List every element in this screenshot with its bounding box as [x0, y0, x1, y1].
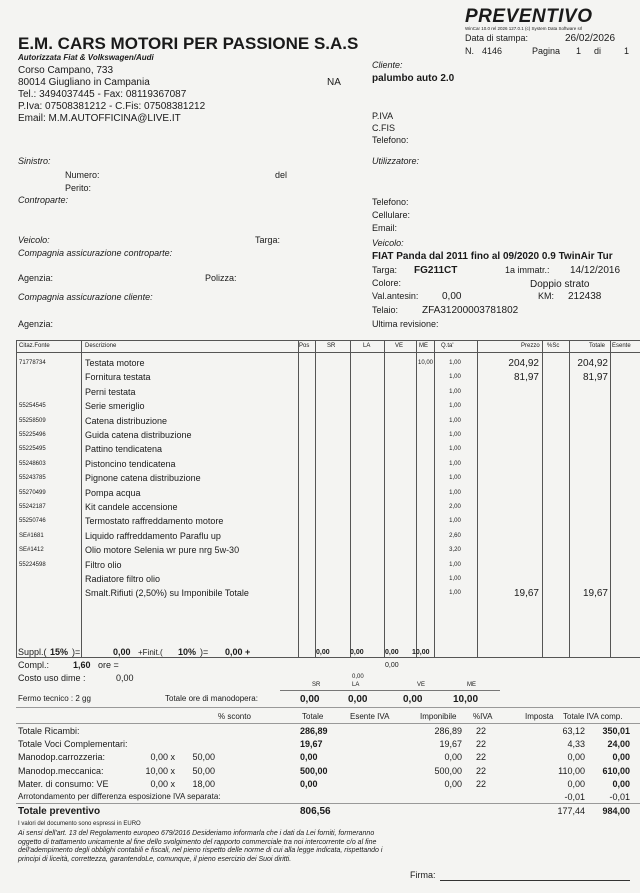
utilizzatore-label: Utilizzatore:	[372, 156, 420, 166]
print-date-label: Data di stampa:	[465, 33, 529, 43]
summary-vat-rate: 22	[476, 778, 487, 789]
col-header-sr: SR	[327, 343, 336, 349]
sinistro-label: Sinistro:	[18, 156, 51, 166]
hours-la: 0,00	[348, 694, 368, 705]
company-province: NA	[327, 77, 341, 88]
page-label: Pagina	[532, 46, 561, 56]
arrot-total: -0,01	[609, 792, 630, 802]
veicolo-left-label: Veicolo:	[18, 235, 50, 245]
immatr-label: 1a immatr.:	[505, 265, 550, 275]
item-qty: 3,20	[449, 547, 461, 554]
summary-total: 286,89	[300, 726, 328, 736]
item-description: Pignone catena distribuzione	[85, 473, 201, 484]
item-qty: 1,00	[449, 432, 461, 438]
summary-total: 0,00	[300, 778, 318, 789]
company-name: E.M. CARS MOTORI PER PASSIONE S.A.S	[18, 34, 359, 53]
item-qty: 1,00	[449, 388, 461, 395]
item-code: 55224598	[19, 561, 46, 568]
item-me: 10,00	[417, 360, 433, 366]
summary-header-exempt: Esente IVA	[350, 712, 390, 721]
summary-header-total: Totale	[302, 712, 324, 721]
col-header-qty: Q.ta'	[441, 343, 454, 349]
utilizzatore-email-label: Email:	[372, 223, 398, 233]
page-value: 1	[576, 46, 582, 56]
hours-la-header: LA	[352, 682, 360, 688]
item-qty: 2,00	[449, 504, 461, 510]
summary-taxable: 0,00	[444, 752, 462, 763]
table-row	[16, 458, 640, 471]
veicolo-label: Veicolo:	[372, 238, 404, 248]
item-total: 19,67	[582, 588, 608, 600]
item-description: Termostato raffreddamento motore	[85, 516, 224, 527]
colore-label: Colore:	[372, 278, 402, 288]
item-code: 55254545	[19, 403, 46, 410]
total-preventivo-value: 806,56	[300, 806, 331, 817]
signature-line[interactable]	[440, 880, 630, 881]
item-code: 55258509	[19, 417, 46, 424]
summary-rate: 50,00	[192, 752, 215, 763]
item-qty: 1,00	[449, 576, 461, 582]
item-price: 204,92	[508, 358, 539, 369]
item-description: Testata motore	[85, 358, 145, 368]
summary-taxable: 500,00	[434, 765, 462, 776]
utilizzatore-cell-label: Cellulare:	[372, 210, 411, 220]
controparte-label: Controparte:	[18, 195, 69, 205]
summary-taxable: 0,00	[444, 778, 462, 789]
item-qty: 1,00	[449, 374, 461, 381]
revisione-label: Ultima revisione:	[372, 319, 439, 329]
perito-label: Perito:	[65, 183, 92, 193]
compagnia-cliente-label: Compagnia assicurazione cliente:	[18, 292, 153, 302]
company-email: Email: M.M.AUTOFFICINA@LIVE.IT	[18, 113, 181, 124]
item-code: 71778734	[19, 360, 46, 366]
telaio-value: ZFA31200003781802	[422, 305, 519, 316]
summary-hours: 0,00 x	[150, 778, 175, 789]
col-header-total: Totale	[589, 343, 606, 349]
item-description: Serie smeriglio	[85, 401, 145, 412]
targa-label: Targa:	[372, 265, 398, 275]
summary-header-tax: Imposta	[525, 712, 554, 721]
client-cfis-label: C.FIS	[372, 123, 396, 133]
document-type-title: PREVENTIVO	[465, 6, 593, 27]
item-code: SE#1412	[19, 547, 44, 554]
summary-row	[0, 726, 640, 739]
summary-grand: 350,01	[602, 726, 630, 736]
totale-ore-label: Totale ore di manodopera:	[165, 694, 258, 703]
item-description: Liquido raffreddamento Paraflu up	[85, 530, 221, 541]
summary-header-taxable: Imponibile	[420, 712, 457, 721]
summary-grand: 0,00	[612, 778, 630, 789]
hours-ve-header: VE	[417, 682, 426, 688]
item-qty: 1,00	[449, 475, 461, 482]
costo-label: Costo uso dime :	[18, 673, 86, 683]
suppl-sr: 0,00	[316, 649, 330, 656]
item-qty: 1,00	[449, 590, 461, 597]
col-header-code: Citaz.Fonte	[19, 343, 50, 349]
summary-tax: 63,12	[562, 726, 585, 736]
table-row	[16, 530, 640, 543]
table-row	[16, 429, 640, 442]
suppl-pct: 15%	[50, 647, 69, 657]
summary-label: Mater. di consumo: VE	[18, 778, 109, 789]
agenzia2-label: Agenzia:	[18, 319, 54, 329]
colore-value: Doppio strato	[530, 279, 590, 290]
privacy-note: Ai sensi dell'art. 13 del Regolamento europeo 679/2016 Desideriamo informarla che i dati da Lei forniti, formeranno oggetto di trattamento unicamente al fine dello svolgimento del rapporto commerciale tra noi intercorrente c/o al fine dell'adempimento degli obblighi contabili e fiscali, nel pieno rispetto delle norme di cui alla legge indicata, rispettando i principi di liceità, correttezza, garantendoLe, comunque, il pieno esercizio dei Suoi diritti.	[18, 830, 383, 863]
summary-row	[0, 766, 640, 779]
number-value: 4146	[482, 46, 503, 56]
costo-la: 0,00	[352, 674, 364, 680]
client-name: palumbo auto 2.0	[372, 73, 455, 84]
item-qty: 1,00	[449, 489, 461, 496]
finit-value: 0,00 +	[225, 647, 251, 657]
utilizzatore-phone-label: Telefono:	[372, 197, 409, 207]
table-row	[16, 515, 640, 528]
item-qty: 1,00	[449, 360, 461, 366]
company-vat: P.Iva: 07508381212 - C.Fis: 07508381212	[18, 101, 206, 112]
summary-label: Manodop.meccanica:	[18, 765, 104, 776]
table-row	[16, 400, 640, 413]
item-description: Olio motore Selenia wr pure nrg 5w-30	[85, 545, 240, 556]
item-price: 19,67	[513, 588, 539, 600]
summary-tax: 110,00	[558, 765, 585, 776]
item-description: Smalt.Rifiuti (2,50%) su Imponibile Totale	[85, 588, 249, 599]
suppl-label: Suppl.(	[18, 647, 47, 657]
arrot-tax: -0,01	[564, 792, 585, 802]
summary-label: Totale Voci Complementari:	[18, 739, 128, 750]
item-code: 55243785	[19, 475, 46, 482]
col-header-me: ME	[419, 343, 428, 349]
table-row	[16, 386, 640, 399]
finit-eq: )=	[200, 647, 209, 657]
item-description: Filtro olio	[85, 559, 122, 570]
item-code: SE#1681	[19, 532, 44, 539]
compl-value: 1,60	[73, 660, 91, 670]
km-label: KM:	[538, 291, 555, 301]
table-row	[16, 544, 640, 557]
summary-total: 0,00	[300, 752, 318, 763]
targa-left-label: Targa:	[255, 235, 281, 245]
client-piva-label: P.IVA	[372, 111, 394, 121]
item-description: Pattino tendicatena	[85, 444, 163, 455]
summary-tax: 0,00	[567, 752, 585, 763]
item-description: Pistoncino tendicatena	[85, 458, 176, 469]
col-header-desc: Descrizione	[85, 343, 117, 349]
summary-label: Manodop.carrozzeria:	[18, 752, 106, 763]
col-header-la: LA	[363, 343, 371, 349]
company-address1: Corso Campano, 733	[18, 65, 114, 76]
summary-rate: 18,00	[192, 778, 215, 789]
item-description: Kit candele accensione	[85, 502, 178, 512]
item-description: Pompa acqua	[85, 487, 141, 498]
table-row	[16, 501, 640, 514]
table-row	[16, 472, 640, 485]
summary-vat-rate: 22	[476, 765, 487, 776]
agenzia-label: Agenzia:	[18, 273, 54, 283]
col-header-ve: VE	[395, 343, 404, 349]
item-total: 204,92	[577, 358, 608, 369]
item-qty: 1,00	[449, 518, 461, 525]
summary-rate: 50,00	[192, 765, 215, 776]
suppl-eq: )=	[72, 647, 81, 657]
hours-me-header: ME	[467, 682, 476, 688]
item-qty: 1,00	[449, 460, 461, 467]
finit-label: +Finit.(	[138, 648, 163, 657]
item-qty: 1,00	[449, 561, 461, 568]
suppl-ve: 0,00	[385, 649, 399, 656]
item-total: 81,97	[582, 372, 608, 384]
arrot-label: Arrotondamento per differenza esposizione IVA separata:	[18, 792, 221, 801]
summary-vat-rate: 22	[476, 726, 487, 736]
compl-unit: ore =	[98, 660, 119, 670]
item-qty: 1,00	[449, 403, 461, 410]
table-row	[16, 371, 640, 384]
item-code: 55270499	[19, 489, 46, 496]
item-qty: 2,60	[449, 532, 461, 539]
hours-ve: 0,00	[403, 694, 423, 705]
item-price: 81,97	[513, 372, 539, 384]
numero-label: Numero:	[65, 170, 100, 180]
total-tax: 177,44	[557, 806, 585, 816]
summary-header-vat-rate: %IVA	[473, 712, 493, 721]
item-qty: 1,00	[449, 446, 461, 453]
valantesin-label: Val.antesin:	[372, 291, 419, 301]
polizza-label: Polizza:	[205, 273, 237, 283]
euro-note: I valori del documento sono espressi in EURO	[18, 821, 141, 827]
item-description: Fornitura testata	[85, 372, 151, 383]
signature-label: Firma:	[410, 870, 436, 880]
vehicle-model: FIAT Panda dal 2011 fino al 09/2020 0.9 TwinAir Tur	[372, 251, 613, 262]
costo-value: 0,00	[116, 673, 134, 683]
km-value: 212438	[568, 291, 602, 302]
item-code: 55250746	[19, 518, 46, 525]
table-row	[16, 559, 640, 572]
item-code: 55225496	[19, 432, 46, 438]
summary-row	[0, 779, 640, 792]
suppl-value: 0,00	[113, 647, 131, 657]
summary-grand: 610,00	[602, 765, 630, 776]
summary-total: 19,67	[300, 739, 323, 750]
summary-grand: 0,00	[612, 752, 630, 763]
summary-vat-rate: 22	[476, 739, 487, 750]
compagnia-controparte-label: Compagnia assicurazione controparte:	[18, 248, 173, 258]
print-date-value: 26/02/2026	[565, 33, 616, 44]
summary-header-discount: % sconto	[218, 712, 251, 721]
item-code: 55248603	[19, 460, 46, 467]
telaio-label: Telaio:	[372, 305, 399, 315]
suppl-me: 10,00	[412, 649, 430, 656]
hours-sr-header: SR	[312, 682, 321, 688]
item-code: 55242187	[19, 504, 46, 510]
number-label: N.	[465, 46, 474, 56]
summary-taxable: 19,67	[439, 739, 462, 750]
summary-label: Totale Ricambi:	[18, 726, 80, 736]
item-code: 55225495	[19, 446, 46, 453]
table-row	[16, 443, 640, 456]
summary-tax: 0,00	[567, 778, 585, 789]
total-preventivo-label: Totale preventivo	[18, 806, 101, 817]
summary-tax: 4,33	[567, 739, 585, 750]
item-description: Perni testata	[85, 386, 136, 397]
total-grand: 984,00	[602, 806, 630, 816]
table-row	[16, 587, 640, 600]
fermo-tecnico: Fermo tecnico : 2 gg	[18, 694, 91, 703]
page-total: 1	[624, 46, 630, 56]
summary-taxable: 286,89	[434, 726, 462, 736]
col-header-discount: %Sc	[547, 343, 560, 349]
table-row	[16, 487, 640, 500]
hours-sr: 0,00	[300, 694, 320, 705]
col-header-price: Prezzo	[521, 343, 540, 349]
compl-label: Compl.:	[18, 660, 50, 670]
hours-me: 10,00	[453, 694, 479, 705]
table-row	[16, 573, 640, 586]
summary-grand: 24,00	[607, 739, 630, 750]
client-label: Cliente:	[372, 60, 403, 70]
item-description: Radiatore filtro olio	[85, 574, 161, 584]
page-of: di	[594, 46, 602, 56]
company-phone: Tel.: 3494037445 - Fax: 08119367087	[18, 89, 187, 100]
del-label: del	[275, 170, 288, 180]
summary-total: 500,00	[300, 765, 328, 776]
summary-hours: 0,00 x	[150, 752, 175, 763]
summary-header-grand: Totale IVA comp.	[563, 712, 623, 721]
targa-value: FG211CT	[414, 265, 458, 276]
software-note: WinCar 10.0 rel 2026 127.0.1 (c) System Data Software srl	[465, 26, 583, 31]
summary-row	[0, 752, 640, 765]
company-subtitle: Autorizzata Fiat & Volkswagen/Audi	[18, 53, 154, 62]
company-address2: 80014 Giugliano in Campania	[18, 77, 150, 88]
items-table	[16, 340, 640, 658]
suppl-la: 0,00	[350, 649, 364, 656]
item-description: Guida catena distribuzione	[85, 430, 192, 440]
col-header-exempt: Esente	[612, 343, 631, 349]
table-row	[16, 357, 640, 370]
table-row	[16, 415, 640, 428]
client-phone-label: Telefono:	[372, 135, 409, 145]
summary-hours: 10,00 x	[145, 765, 175, 776]
finit-pct: 10%	[178, 647, 197, 657]
valantesin-value: 0,00	[442, 291, 462, 302]
item-description: Catena distribuzione	[85, 415, 168, 426]
item-qty: 1,00	[449, 417, 461, 424]
immatr-value: 14/12/2016	[570, 265, 621, 276]
summary-vat-rate: 22	[476, 752, 487, 763]
compl-me: 0,00	[385, 662, 399, 669]
summary-row	[0, 739, 640, 752]
col-header-pos: Pos	[299, 343, 310, 349]
